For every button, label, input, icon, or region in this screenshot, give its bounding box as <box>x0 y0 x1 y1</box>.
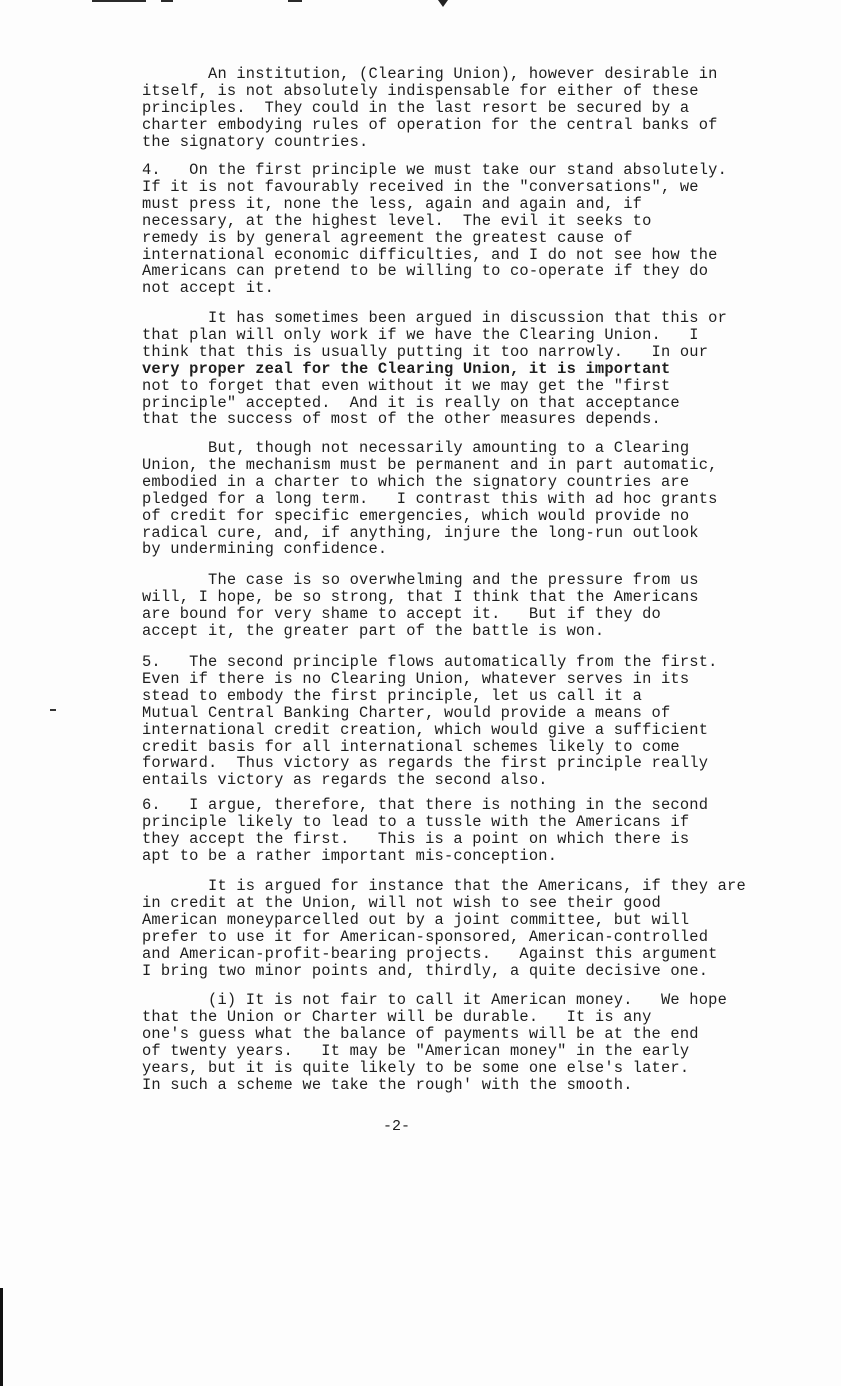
paragraph-section-6 <box>142 797 767 865</box>
text-line: and American-profit-bearing projects. Against this argument <box>142 944 718 963</box>
text-line: apt to be a rather important mis-conception. <box>142 846 558 865</box>
text-line: (i) It is not fair to call it American money. We hope <box>142 991 728 1009</box>
text-line: principle likely to lead to a tussle with the Americans if <box>142 812 690 831</box>
text-line: pledged for a long term. I contrast this with ad hoc grants <box>142 489 718 508</box>
text-line: international credit creation, which would give a sufficient <box>142 720 709 739</box>
text-line: It is argued for instance that the Americans, if they are <box>142 877 746 895</box>
text-line: Union, the mechanism must be permanent and in part automatic, <box>142 455 718 474</box>
text-line: that the success of most of the other measures depends. <box>142 410 661 429</box>
text-line: one's guess what the balance of payments will be at the end <box>142 1024 699 1043</box>
text-line: It has sometimes been argued in discussion that this or <box>142 309 728 327</box>
text-line: The case is so overwhelming and the pressure from us <box>142 571 699 589</box>
text-line: that plan will only work if we have the Clearing Union. I <box>142 325 699 344</box>
text-line: radical cure, and, if anything, injure the long-run outlook <box>142 523 699 542</box>
paragraph-mechanism <box>142 440 767 558</box>
paragraph-section-5 <box>142 654 767 789</box>
top-edge-rule <box>161 0 173 2</box>
text-line: very proper zeal for the Clearing Union, it is important <box>142 359 671 378</box>
text-line: I bring two minor points and, thirdly, a quite decisive one. <box>142 961 709 980</box>
top-edge-mark <box>438 0 448 7</box>
top-edge-rule <box>92 0 146 2</box>
text-line: the signatory countries. <box>142 132 369 151</box>
text-line: are bound for very shame to accept it. But if they do <box>142 604 661 623</box>
paragraph-clearing-union-argument <box>142 310 767 428</box>
text-line: An institution, (Clearing Union), however desirable in <box>142 65 718 83</box>
text-line: not accept it. <box>142 279 275 298</box>
page-number: -2- <box>383 1118 411 1135</box>
text-line: think that this is usually putting it too narrowly. In our <box>142 342 709 361</box>
text-line: Americans can pretend to be willing to co-operate if they do <box>142 262 709 281</box>
paragraph-american-credit <box>142 878 767 979</box>
paragraph-institution <box>142 66 767 151</box>
text-line: international economic difficulties, and I do not see how the <box>142 245 718 264</box>
text-line: in credit at the Union, will not wish to see their good <box>142 893 661 912</box>
text-line: Even if there is no Clearing Union, whatever serves in its <box>142 669 690 688</box>
text-line: principles. They could in the last resort be secured by a <box>142 98 690 117</box>
text-line: 6. I argue, therefore, that there is nothing in the second <box>142 796 709 814</box>
text-line: that the Union or Charter will be durable. It is any <box>142 1007 652 1026</box>
text-line: will, I hope, be so strong, that I think that the Americans <box>142 587 699 606</box>
text-line: by undermining confidence. <box>142 540 388 559</box>
paragraph-overwhelming-case <box>142 572 767 640</box>
text-line: entails victory as regards the second also. <box>142 771 548 790</box>
text-line: years, but it is quite likely to be some one else's later. <box>142 1058 690 1077</box>
paragraph-point-i <box>142 992 767 1093</box>
text-line: charter embodying rules of operation for the central banks of <box>142 115 718 134</box>
text-line: 4. On the first principle we must take our stand absolutely. <box>142 161 728 179</box>
text-line: stead to embody the first principle, let us call it a <box>142 686 643 705</box>
text-line: they accept the first. This is a point on which there is <box>142 829 690 848</box>
text-line: 5. The second principle flows automatically from the first. <box>142 653 718 671</box>
text-line: forward. Thus victory as regards the first principle really <box>142 754 709 773</box>
text-line: prefer to use it for American-sponsored, American-controlled <box>142 927 709 946</box>
text-line: embodied in a charter to which the signatory countries are <box>142 472 690 491</box>
text-line: of credit for specific emergencies, which would provide no <box>142 506 690 525</box>
text-line: of twenty years. It may be "American money" in the early <box>142 1041 690 1060</box>
top-edge-rule <box>288 0 302 2</box>
text-line: But, though not necessarily amounting to a Clearing <box>142 439 690 457</box>
text-line: must press it, none the less, again and again and, if <box>142 194 643 213</box>
text-line: necessary, at the highest level. The evil it seeks to <box>142 211 652 230</box>
text-line: itself, is not absolutely indispensable for either of these <box>142 81 699 100</box>
paragraph-section-4 <box>142 162 767 297</box>
text-line: not to forget that even without it we may get the "first <box>142 376 671 395</box>
text-line: In such a scheme we take the rough' with the smooth. <box>142 1075 633 1094</box>
text-line: accept it, the greater part of the battle is won. <box>142 621 605 640</box>
text-line: principle" accepted. And it is really on that acceptance <box>142 393 680 412</box>
text-line: Mutual Central Banking Charter, would provide a means of <box>142 703 671 722</box>
text-line: If it is not favourably received in the "conversations", we <box>142 177 699 196</box>
margin-mark <box>50 709 56 711</box>
text-line: credit basis for all international schemes likely to come <box>142 737 680 756</box>
text-line: American moneyparcelled out by a joint committee, but will <box>142 910 690 929</box>
scan-edge-shadow <box>0 1288 3 1386</box>
text-line: remedy is by general agreement the greatest cause of <box>142 228 633 247</box>
